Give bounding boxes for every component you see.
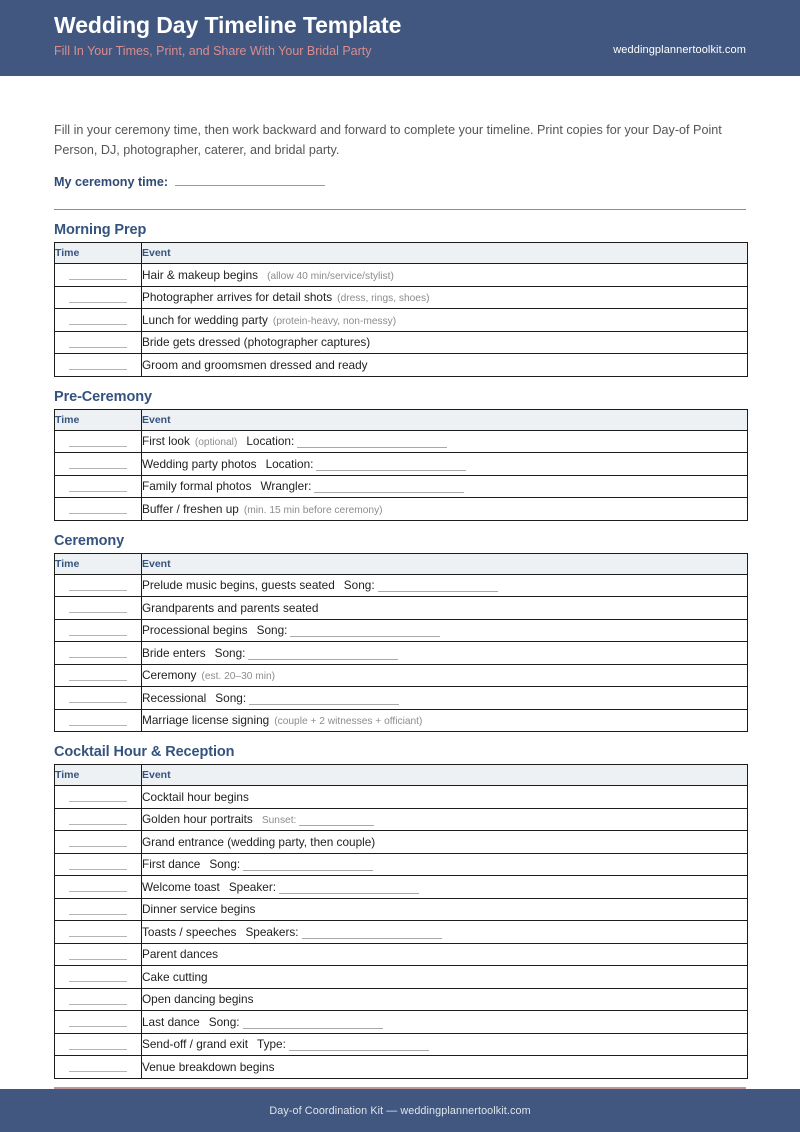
time-cell[interactable] (55, 898, 142, 921)
event-field-label: Song: (214, 645, 246, 660)
page-header-band (0, 0, 800, 76)
table-row (55, 943, 748, 966)
event-cell (142, 475, 748, 498)
time-cell[interactable] (55, 309, 142, 332)
event-label: Bride gets dressed (photographer captures) (142, 335, 371, 350)
time-cell[interactable] (55, 475, 142, 498)
event-cell (142, 709, 748, 732)
event-field-input-blank[interactable] (243, 859, 373, 871)
table-row (55, 286, 748, 309)
event-label: Processional begins (142, 623, 248, 638)
event-cell (142, 1033, 748, 1056)
document-sheet (0, 121, 800, 1090)
time-input-blank[interactable] (69, 625, 127, 636)
event-cell (142, 876, 748, 899)
page-subtitle: Fill In Your Times, Print, and Share With Your Bridal Party (54, 43, 372, 58)
event-field-label: Song: (256, 623, 288, 638)
event-field-label: Type: (257, 1037, 286, 1052)
time-cell[interactable] (55, 1033, 142, 1056)
header-website-label: weddingplannertoolkit.com (613, 44, 746, 56)
timeline-section (54, 533, 746, 733)
time-cell[interactable] (55, 597, 142, 620)
event-cell (142, 619, 748, 642)
table-row (55, 876, 748, 899)
column-header-event: Event (142, 553, 748, 574)
time-cell[interactable] (55, 1056, 142, 1079)
time-input-blank[interactable] (69, 1039, 127, 1050)
event-cell (142, 597, 748, 620)
event-cell (142, 808, 748, 831)
time-cell[interactable] (55, 1011, 142, 1034)
ceremony-time-input-blank[interactable] (175, 172, 325, 186)
table-row (55, 475, 748, 498)
event-field-input-blank[interactable] (299, 814, 374, 826)
footer-text: Day-of Coordination Kit — weddingplannertoolkit.com (269, 1104, 531, 1117)
event-label: Golden hour portraits (142, 812, 253, 827)
time-input-blank[interactable] (69, 926, 127, 937)
time-input-blank[interactable] (69, 458, 127, 469)
event-label: Wedding party photos (142, 456, 257, 471)
event-label: Groom and groomsmen dressed and ready (142, 357, 368, 372)
event-note: (est. 20–30 min) (201, 671, 276, 683)
table-row (55, 642, 748, 665)
event-cell (142, 642, 748, 665)
time-input-blank[interactable] (69, 859, 127, 870)
event-field-input-blank[interactable] (279, 882, 419, 894)
table-row (55, 453, 748, 476)
time-input-blank[interactable] (69, 602, 127, 613)
table-row (55, 831, 748, 854)
table-header-row (55, 243, 748, 264)
event-cell (142, 498, 748, 521)
page-header-inner (0, 0, 800, 76)
event-label: Send-off / grand exit (142, 1037, 249, 1052)
time-input-blank[interactable] (69, 269, 127, 280)
event-cell (142, 430, 748, 453)
table-row (55, 808, 748, 831)
time-cell[interactable] (55, 642, 142, 665)
event-field-label: Wrangler: (260, 479, 312, 494)
event-cell (142, 286, 748, 309)
event-label: Dinner service begins (142, 902, 256, 917)
time-cell[interactable] (55, 808, 142, 831)
event-cell (142, 831, 748, 854)
table-header-row (55, 765, 748, 786)
time-cell[interactable] (55, 786, 142, 809)
event-label: Prelude music begins, guests seated (142, 578, 335, 593)
time-input-blank[interactable] (69, 994, 127, 1005)
event-field-input-blank[interactable] (302, 927, 442, 939)
table-header-row (55, 409, 748, 430)
event-cell (142, 453, 748, 476)
table-row (55, 853, 748, 876)
table-row (55, 709, 748, 732)
table-row (55, 331, 748, 354)
time-input-blank[interactable] (69, 1061, 127, 1072)
event-note: (min. 15 min before ceremony) (243, 504, 383, 516)
event-field-input-blank[interactable] (289, 1039, 429, 1051)
event-field-label: Location: (246, 434, 295, 449)
time-input-blank[interactable] (69, 904, 127, 915)
time-cell[interactable] (55, 921, 142, 944)
time-input-blank[interactable] (69, 814, 127, 825)
time-input-blank[interactable] (69, 715, 127, 726)
time-cell[interactable] (55, 498, 142, 521)
section-title: Morning Prep (54, 222, 147, 239)
event-label: Toasts / speeches (142, 924, 237, 939)
event-label: Hair & makeup begins (142, 267, 259, 282)
table-row (55, 264, 748, 287)
time-input-blank[interactable] (69, 670, 127, 681)
event-field-label: Speakers: (245, 924, 299, 939)
column-header-event: Event (142, 765, 748, 786)
table-row (55, 921, 748, 944)
event-cell (142, 574, 748, 597)
time-input-blank[interactable] (69, 647, 127, 658)
time-input-blank[interactable] (69, 791, 127, 802)
table-row (55, 988, 748, 1011)
table-row (55, 1011, 748, 1034)
event-label: First look (142, 434, 190, 449)
event-note: (optional) (194, 437, 238, 449)
event-cell (142, 664, 748, 687)
event-field-label: Speaker: (228, 879, 277, 894)
page-footer-band (0, 1089, 800, 1132)
table-row (55, 498, 748, 521)
time-input-blank[interactable] (69, 503, 127, 514)
time-input-blank[interactable] (69, 1016, 127, 1027)
event-label: Buffer / freshen up (142, 501, 239, 516)
timeline-section (54, 222, 746, 377)
time-cell[interactable] (55, 331, 142, 354)
event-field-input-blank[interactable] (297, 436, 447, 448)
event-cell (142, 966, 748, 989)
timeline-table (54, 242, 748, 377)
event-cell (142, 331, 748, 354)
time-input-blank[interactable] (69, 436, 127, 447)
timeline-table (54, 764, 748, 1079)
column-header-event: Event (142, 243, 748, 264)
table-row (55, 430, 748, 453)
table-row (55, 1056, 748, 1079)
column-header-time: Time (55, 409, 142, 430)
ceremony-time-field-row (54, 172, 746, 189)
event-field-input-blank[interactable] (249, 693, 399, 705)
event-cell (142, 687, 748, 710)
event-cell (142, 309, 748, 332)
page-title: Wedding Day Timeline Template (54, 12, 402, 38)
event-field-label: Song: (343, 578, 375, 593)
event-label: Welcome toast (142, 879, 220, 894)
time-input-blank[interactable] (69, 881, 127, 892)
event-cell (142, 943, 748, 966)
event-field-input-blank[interactable] (248, 648, 398, 660)
table-row (55, 687, 748, 710)
time-input-blank[interactable] (69, 481, 127, 492)
event-label: Venue breakdown begins (142, 1059, 275, 1074)
time-input-blank[interactable] (69, 292, 127, 303)
time-input-blank[interactable] (69, 971, 127, 982)
event-field-input-blank[interactable] (316, 459, 466, 471)
time-cell[interactable] (55, 709, 142, 732)
event-cell (142, 786, 748, 809)
event-field-label: Location: (265, 456, 314, 471)
table-row (55, 664, 748, 687)
table-row (55, 309, 748, 332)
section-title: Pre-Ceremony (54, 388, 152, 405)
event-note: (dress, rings, shoes) (337, 293, 430, 305)
timeline-section (54, 389, 746, 521)
event-field-input-blank[interactable] (378, 580, 498, 592)
time-cell[interactable] (55, 966, 142, 989)
column-header-event: Event (142, 409, 748, 430)
event-cell (142, 853, 748, 876)
event-label: Grand entrance (wedding party, then couple) (142, 834, 376, 849)
event-cell (142, 921, 748, 944)
table-row (55, 354, 748, 377)
table-row (55, 619, 748, 642)
event-label: Recessional (142, 690, 207, 705)
event-cell (142, 1011, 748, 1034)
event-field-input-blank[interactable] (290, 625, 440, 637)
section-title: Ceremony (54, 532, 125, 549)
event-field-input-blank[interactable] (243, 1017, 383, 1029)
table-row (55, 597, 748, 620)
event-cell (142, 988, 748, 1011)
event-label: Parent dances (142, 947, 219, 962)
event-cell (142, 898, 748, 921)
sections-container (54, 222, 746, 1079)
timeline-table (54, 553, 748, 733)
ceremony-time-label: My ceremony time: (54, 175, 169, 190)
event-field-label: Sunset: (261, 815, 297, 827)
time-cell[interactable] (55, 687, 142, 710)
table-header-row (55, 553, 748, 574)
event-field-label: Song: (209, 857, 241, 872)
event-note: (couple + 2 witnesses + officiant) (274, 716, 423, 728)
time-cell[interactable] (55, 264, 142, 287)
event-cell (142, 264, 748, 287)
event-cell (142, 1056, 748, 1079)
time-input-blank[interactable] (69, 359, 127, 370)
event-label: Cocktail hour begins (142, 789, 249, 804)
event-label: Marriage license signing (142, 713, 270, 728)
event-label: Lunch for wedding party (142, 312, 268, 327)
intro-paragraph: Fill in your ceremony time, then work backward and forward to complete your timeline. Print copies for your Day-of Point Person, DJ, photographer, caterer, and bridal party. (54, 123, 722, 157)
table-row (55, 574, 748, 597)
event-cell (142, 354, 748, 377)
event-label: Bride enters (142, 645, 206, 660)
column-header-time: Time (55, 243, 142, 264)
time-cell[interactable] (55, 988, 142, 1011)
timeline-section (54, 744, 746, 1079)
time-cell[interactable] (55, 286, 142, 309)
time-input-blank[interactable] (69, 949, 127, 960)
time-input-blank[interactable] (69, 314, 127, 325)
time-input-blank[interactable] (69, 692, 127, 703)
event-label: Cake cutting (142, 969, 208, 984)
time-input-blank[interactable] (69, 580, 127, 591)
event-label: Family formal photos (142, 479, 252, 494)
timeline-table (54, 409, 748, 521)
time-cell[interactable] (55, 943, 142, 966)
time-cell[interactable] (55, 619, 142, 642)
time-cell[interactable] (55, 853, 142, 876)
table-row (55, 966, 748, 989)
time-cell[interactable] (55, 574, 142, 597)
event-note: (allow 40 min/service/stylist) (267, 270, 394, 282)
column-header-time: Time (55, 765, 142, 786)
top-divider-rule (54, 209, 746, 210)
event-field-input-blank[interactable] (314, 481, 464, 493)
event-label: Ceremony (142, 668, 197, 683)
time-cell[interactable] (55, 664, 142, 687)
section-title: Cocktail Hour & Reception (54, 744, 235, 761)
event-label: Last dance (142, 1014, 200, 1029)
time-cell[interactable] (55, 430, 142, 453)
event-label: Photographer arrives for detail shots (142, 290, 333, 305)
event-label: Grandparents and parents seated (142, 600, 319, 615)
time-input-blank[interactable] (69, 337, 127, 348)
time-cell[interactable] (55, 831, 142, 854)
event-note: (protein-heavy, non-messy) (272, 315, 397, 327)
time-cell[interactable] (55, 876, 142, 899)
time-cell[interactable] (55, 453, 142, 476)
event-label: First dance (142, 857, 201, 872)
table-row (55, 786, 748, 809)
column-header-time: Time (55, 553, 142, 574)
time-cell[interactable] (55, 354, 142, 377)
event-field-label: Song: (208, 1014, 240, 1029)
event-field-label: Song: (215, 690, 247, 705)
event-label: Open dancing begins (142, 992, 254, 1007)
table-row (55, 1033, 748, 1056)
time-input-blank[interactable] (69, 836, 127, 847)
table-row (55, 898, 748, 921)
